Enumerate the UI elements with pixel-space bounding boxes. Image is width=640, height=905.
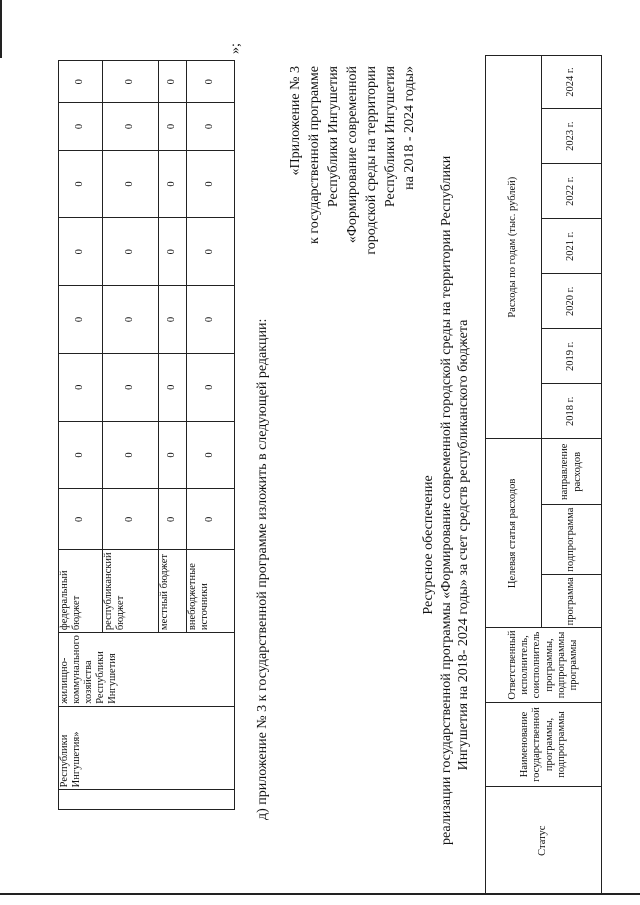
value-cell: 0 (187, 150, 235, 218)
resource-table-header (485, 55, 602, 895)
expenses-header: Расходы по годам (тыс. рублей) (486, 56, 542, 439)
value-cell: 0 (59, 150, 103, 218)
value-cell: 0 (59, 353, 103, 421)
appendix-line: «Формирование современной (345, 66, 360, 244)
year-header: 2020 г. (542, 274, 602, 329)
status-header: Статус (486, 787, 602, 895)
year-header: 2024 г. (542, 56, 602, 109)
appendix-line: на 2018 - 2024 годы» (402, 66, 417, 190)
value-cell: 0 (103, 61, 159, 103)
value-cell: 0 (187, 421, 235, 489)
appendix-line: Республики Ингушетия (326, 66, 341, 208)
year-header: 2019 г. (542, 329, 602, 384)
header-row-top (486, 56, 542, 895)
value-cell: 0 (187, 353, 235, 421)
value-cell: 0 (159, 353, 187, 421)
value-cell: 0 (159, 286, 187, 354)
closing-quote: »; (228, 43, 243, 54)
value-cell: 0 (103, 150, 159, 218)
value-cell: 0 (59, 61, 103, 103)
appendix-line: «Приложение № 3 (288, 66, 303, 176)
value-cell: 0 (159, 61, 187, 103)
appendix-header (286, 66, 419, 416)
title-line: Ингушетия на 2018- 2024 годы» за счет средств республиканского бюджета (456, 319, 471, 771)
funding-row-federal (59, 61, 103, 810)
funding-source: республиканский бюджет (103, 550, 159, 633)
direction-col-header: направление расходов (542, 439, 602, 505)
year-header: 2018 г. (542, 384, 602, 439)
value-cell: 0 (103, 286, 159, 354)
funding-source: внебюджетные источники (187, 550, 235, 633)
funding-source: местный бюджет (159, 550, 187, 633)
value-cell: 0 (159, 489, 187, 550)
value-cell: 0 (59, 218, 103, 286)
value-cell: 0 (103, 421, 159, 489)
document-title (420, 155, 473, 845)
value-cell: 0 (187, 286, 235, 354)
appendix-line: городской среды на территории (364, 66, 379, 255)
year-header: 2022 г. (542, 164, 602, 219)
program-name-cell: Республики Ингушетия» (59, 706, 235, 790)
title-line: Ресурсное обеспечение (421, 475, 436, 615)
value-cell: 0 (159, 421, 187, 489)
value-cell: 0 (187, 489, 235, 550)
value-cell: 0 (159, 103, 187, 150)
executor-header: Ответственный исполнитель, соисполнитель программы, подпрограммы программы (486, 628, 602, 702)
value-cell: 0 (187, 103, 235, 150)
name-header: Наименование государственной программы, подпрограммы (486, 702, 602, 787)
appendix-line: к государственной программе (307, 66, 322, 244)
executor-cell: жилищно-коммунального хозяйства Республики Ингушетия (59, 633, 235, 707)
value-cell: 0 (59, 489, 103, 550)
appendix-line: Республики Ингушетия (383, 66, 398, 208)
status-cell (59, 790, 235, 810)
value-cell: 0 (59, 286, 103, 354)
subprogram-col-header: подпрограмма (542, 505, 602, 575)
value-cell: 0 (59, 421, 103, 489)
value-cell: 0 (103, 103, 159, 150)
page-bottom-line (0, 893, 640, 895)
value-cell: 0 (103, 489, 159, 550)
funding-source: федеральный бюджет (59, 550, 103, 633)
year-header: 2023 г. (542, 109, 602, 164)
title-line: реализации государственной программы «Формирование современной городской среды на территории Республики (438, 155, 454, 845)
funding-table-continuation (58, 60, 235, 810)
target-header: Целевая статья расходов (486, 439, 542, 628)
value-cell: 0 (159, 150, 187, 218)
value-cell: 0 (159, 218, 187, 286)
year-header: 2021 г. (542, 219, 602, 274)
value-cell: 0 (103, 353, 159, 421)
value-cell: 0 (187, 218, 235, 286)
amendment-text: д) приложение № 3 к государственной программе изложить в следующей редакции: (255, 318, 270, 820)
value-cell: 0 (103, 218, 159, 286)
program-col-header: программа (542, 575, 602, 628)
value-cell: 0 (59, 103, 103, 150)
value-cell: 0 (187, 61, 235, 103)
